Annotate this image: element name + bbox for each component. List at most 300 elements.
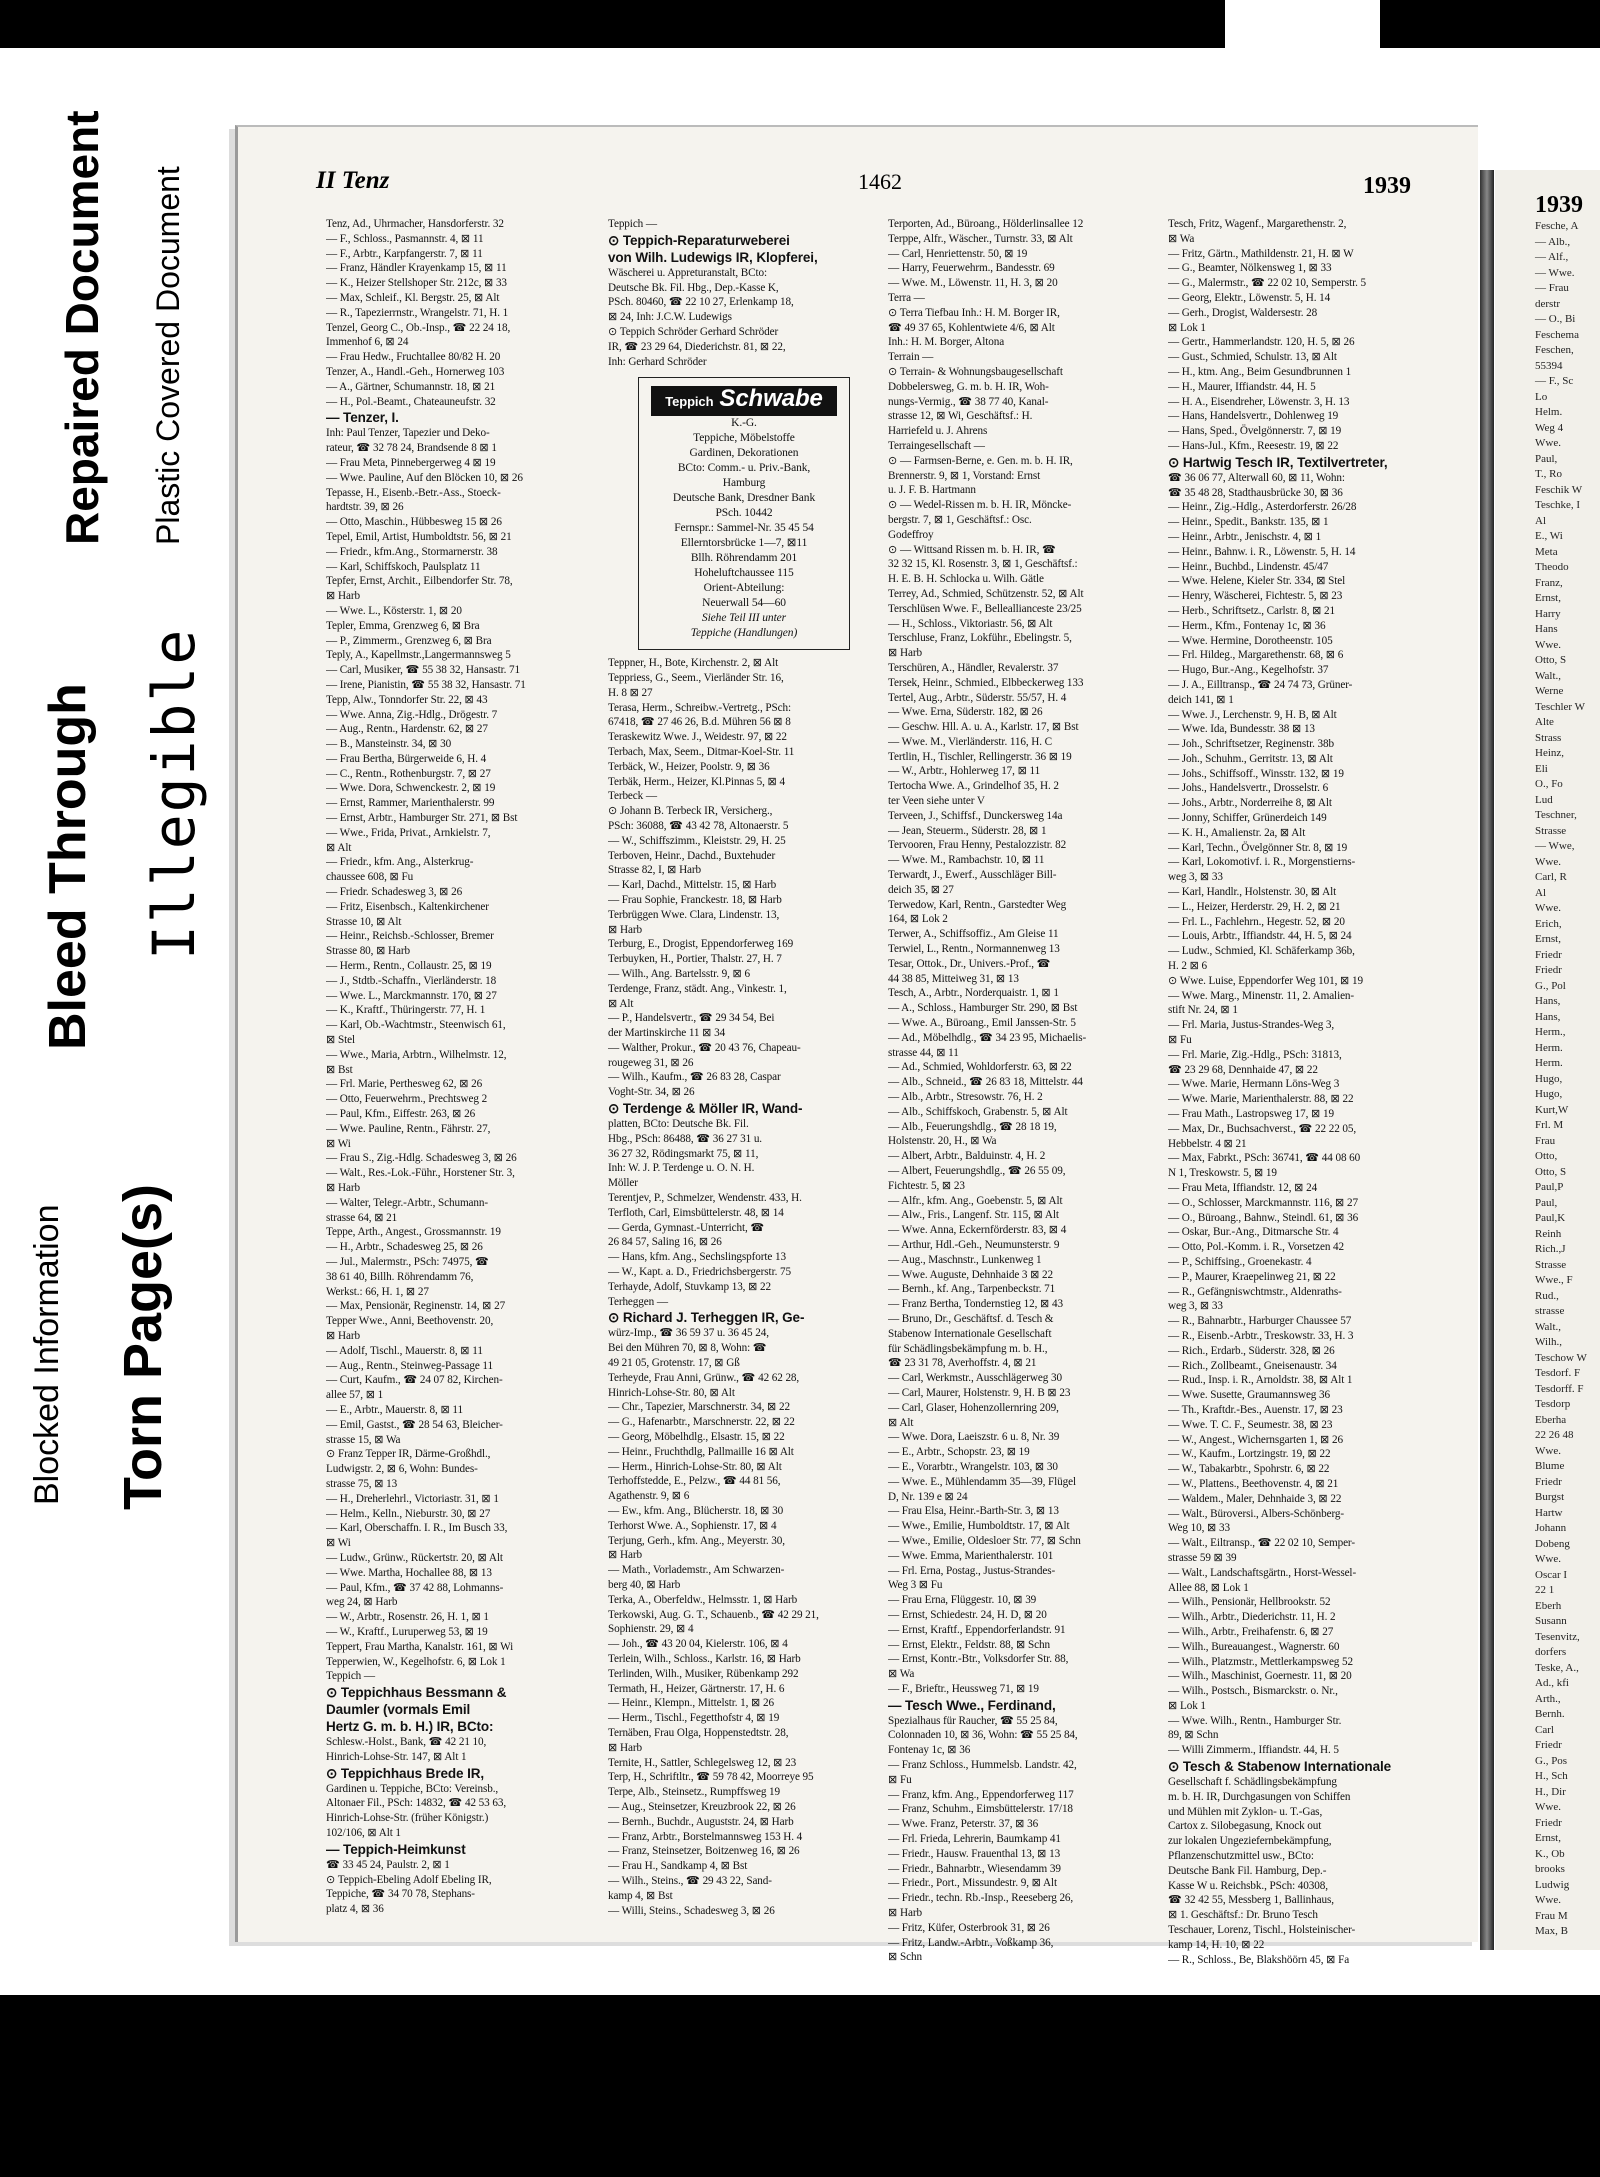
adjacent-page-line: Susann [1535, 1615, 1567, 1627]
adjacent-page-line: Tesenvitz, [1535, 1630, 1580, 1643]
adjacent-page-line: Teschke, I [1535, 499, 1581, 511]
directory-entry-line: Inh: Paul Tenzer, Tapezier und Deko- [326, 427, 490, 440]
directory-entry-line: — Wwe. Wilh., Rentn., Hamburger Str. [1168, 1714, 1342, 1727]
adjacent-page-line: Ludwig [1535, 1878, 1570, 1891]
directory-entry-line: Terwedow, Karl, Rentn., Garstedter Weg [888, 898, 1067, 911]
directory-entry-line: — Walt., Büroversi., Albers-Schönberg- [1168, 1507, 1345, 1520]
directory-entry-line: — Wilh., Bureauangest., Wagnerstr. 60 [1168, 1640, 1340, 1653]
adjacent-page-line: Friedr [1535, 1475, 1562, 1488]
directory-entry-line: — Franz Schloss., Hummelsb. Landstr. 42, [888, 1759, 1077, 1772]
adjacent-page-line: Friedr [1535, 1739, 1562, 1751]
directory-entry-line: — Wwe. J., Lerchenstr. 9, H. B, ⊠ Alt [1168, 708, 1337, 721]
adjacent-page-line: Erich, [1535, 917, 1562, 930]
directory-entry-line: — Herm., Tischl., Fegetthofstr 4, ⊠ 19 [608, 1712, 780, 1725]
directory-entry-line: — W., Tabakarbtr., Spohrstr. 6, ⊠ 22 [1168, 1463, 1330, 1476]
directory-entry-line: ⊠ Harb [608, 1549, 642, 1562]
advertisement-logo-main: Schwabe [719, 385, 823, 413]
directory-entry-line: 67418, ☎ 27 46 26, B.d. Mühren 56 ⊠ 8 [608, 716, 791, 729]
directory-entry-line: ⊠ Fu [888, 1773, 912, 1786]
directory-entry-line: PSch: 36088, ☎ 43 42 78, Altonaerstr. 5 [608, 819, 789, 832]
bottom-black-band [0, 1995, 1600, 2177]
directory-entry-line: — Herb., Schriftsetz., Carlstr. 8, ⊠ 21 [1168, 604, 1336, 617]
directory-entry-line: Terlein, Wilh., Schloss., Karlstr. 16, ⊠ Harb [608, 1652, 801, 1665]
directory-entry-line: — Ernst, Kraftf., Eppendorferlandstr. 91 [888, 1623, 1066, 1636]
directory-entry-line: ⊙ Hartwig Tesch IR, Textilvertreter, [1168, 454, 1388, 470]
adjacent-page-line: Herm., [1535, 1026, 1566, 1038]
directory-entry-line: — Alb., Schneid., ☎ 26 83 18, Mittelstr. 44 [888, 1076, 1083, 1089]
directory-entry-line: Terpe, Alb., Steinsetz., Rumpffsweg 19 [608, 1786, 781, 1799]
adjacent-page-line: Paul,K [1535, 1212, 1566, 1224]
directory-entry-line: — Gerh., Drogist, Waldersestr. 28 [1168, 306, 1318, 319]
directory-entry-line: — Hans, kfm. Ang., Sechslingspforte 13 [608, 1251, 786, 1264]
directory-entry-line: — Herm., Rentn., Collaustr. 25, ⊠ 19 [326, 960, 492, 973]
directory-entry-line: ⊠ Harb [326, 1329, 360, 1342]
directory-entry-line: — K. H., Amalienstr. 2a, ⊠ Alt [1168, 826, 1306, 839]
directory-entry-line: würz-Imp., ☎ 36 59 37 u. 36 45 24, [608, 1327, 769, 1340]
adjacent-page-line: Lo [1535, 390, 1548, 403]
adjacent-page-line: O., Fo [1535, 778, 1563, 790]
directory-entry-line: — Carl, Glaser, Hohenzollernring 209, [888, 1401, 1059, 1414]
adjacent-page-line: Al [1535, 886, 1546, 899]
directory-entry-line: — Wwe. Helene, Kieler Str. 334, ⊠ Stel [1168, 575, 1346, 588]
directory-entry-line: und Mühlen mit Zyklon- u. T.-Gas, [1168, 1805, 1323, 1818]
directory-entry-line: Tertel, Aug., Arbtr., Süderstr. 55/57, H. 4 [888, 691, 1067, 704]
directory-entry-line: Holstenstr. 20, H., ⊠ Wa [888, 1135, 997, 1148]
directory-entry-line: Strasse 10, ⊠ Alt [326, 915, 402, 928]
adjacent-page-line: Hans, [1535, 1010, 1561, 1023]
directory-entry-line: — Ludw., Grünw., Rückertstr. 20, ⊠ Alt [326, 1551, 503, 1564]
directory-entry-line: Terwardt, J., Ewerf., Ausschläger Bill- [888, 869, 1057, 882]
directory-entry-line: — Wwe. Emma, Marienthalerstr. 101 [888, 1549, 1054, 1562]
adjacent-page-line: G., Pos [1535, 1754, 1568, 1767]
adjacent-page-line: H., Sch [1535, 1770, 1568, 1782]
directory-entry-line: Terlinden, Wilh., Musiker, Rübenkamp 292 [608, 1667, 799, 1680]
directory-entry-line: — Frau Math., Lastropsweg 17, ⊠ 19 [1168, 1108, 1334, 1121]
adjacent-page-line: Teschler W [1535, 700, 1586, 713]
directory-entry-line: — Georg, Elektr., Löwenstr. 5, H. 14 [1168, 291, 1331, 304]
directory-entry-line: ⊙ Franz Tepper IR, Därme-Großhdl., [326, 1448, 491, 1461]
directory-entry-line: — Alw., Fris., Langenf. Str. 115, ⊠ Alt [888, 1209, 1059, 1222]
directory-entry-line: — Heinr., Reichsb.-Schlosser, Bremer [326, 930, 494, 943]
directory-entry-line: — Heinr., Buchbd., Lindenstr. 45/47 [1168, 560, 1329, 573]
directory-entry-line: — Wwe. Erna, Süderstr. 182, ⊠ 26 [888, 706, 1043, 719]
directory-entry-line: — Albert, Arbtr., Balduinstr. 4, H. 2 [888, 1150, 1046, 1163]
directory-entry-line: Hinrich-Lohse-Str. 147, ⊠ Alt 1 [326, 1750, 467, 1763]
directory-entry-line: — Rich., Erdarb., Süderstr. 328, ⊠ 26 [1168, 1344, 1335, 1357]
directory-entry-line: — Math., Vorlademstr., Am Schwarzen- [608, 1564, 785, 1577]
directory-entry-line: Terschüren, A., Händler, Revalerstr. 37 [888, 661, 1059, 674]
adjacent-page-line: Tesdorf. F [1535, 1367, 1581, 1379]
directory-entry-line: ⊙ Richard J. Terheggen IR, Ge- [608, 1310, 805, 1326]
directory-entry-line: — Frl. Frieda, Lehrerin, Baumkamp 41 [888, 1833, 1061, 1846]
directory-entry-line: Teppert, Frau Martha, Kanalstr. 161, ⊠ Wi [326, 1640, 514, 1653]
directory-entry-line: — Max, Dr., Buchsachverst., ☎ 22 22 05, [1168, 1122, 1357, 1135]
directory-entry-line: — L., Heizer, Herderstr. 29, H. 2, ⊠ 21 [1168, 900, 1341, 913]
directory-entry-line: Terra — [888, 291, 925, 304]
directory-entry-line: Teraskewitz Wwe. J., Weidestr. 97, ⊠ 22 [608, 731, 787, 744]
directory-entry-line: — Herm., Hinrich-Lohse-Str. 80, ⊠ Alt [608, 1460, 782, 1473]
directory-entry-line: — Wwe. Marg., Minenstr. 11, 2. Amalien- [1168, 989, 1355, 1002]
adjacent-page-line: Werne [1535, 685, 1564, 697]
advertisement-line: Teppiche, Möbelstoffe [693, 432, 795, 445]
directory-entry-line: — Wilh., Postsch., Bismarckstr. o. Nr., [1168, 1685, 1338, 1698]
directory-entry-line: Wäscherei u. Appreturanstalt, BCto: [608, 266, 767, 279]
directory-entry-line: — Irene, Pianistin, ☎ 55 38 32, Hansastr. 71 [326, 678, 526, 691]
directory-entry-line: berg 40, ⊠ Harb [608, 1578, 681, 1591]
directory-entry-line: — Gust., Schmied, Schulstr. 13, ⊠ Alt [1168, 351, 1337, 364]
directory-entry-line: 49 21 05, Grotenstr. 17, ⊠ Gß [608, 1357, 740, 1370]
directory-entry-line: Tepper Wwe., Anni, Beethovenstr. 20, [326, 1315, 494, 1328]
directory-entry-line: — P., Schiffsing., Groenekastr. 4 [1168, 1255, 1312, 1268]
directory-entry-line: — Ludw., Schmied, Kl. Schäferkamp 36b, [1168, 945, 1355, 958]
directory-entry-line: Terschluse, Franz, Lokführ., Ebelingstr. 5, [888, 632, 1072, 645]
directory-entry-line: Strasse 80, ⊠ Harb [326, 945, 411, 958]
directory-entry-line: Harriefeld u. J. Ahrens [888, 425, 988, 438]
directory-entry-line: ☎ 23 29 68, Dennhaide 47, ⊠ 22 [1168, 1063, 1318, 1076]
directory-entry-line: Ternite, H., Sattler, Schlegelsweg 12, ⊠ 23 [608, 1756, 797, 1769]
directory-entry-line: — Wwe. Anna, Zig.-Hdlg., Drögestr. 7 [326, 708, 498, 721]
directory-entry-line: — Ernst, Arbtr., Hamburger Str. 271, ⊠ Bst [326, 812, 518, 825]
directory-entry-line: — Franz, Arbtr., Borstelmannsweg 153 H. 4 [608, 1830, 803, 1843]
adjacent-page-line: Bernh. [1535, 1708, 1565, 1720]
directory-entry-line: — Frau Meta, Pinnebergerweg 4 ⊠ 19 [326, 456, 496, 469]
label-plastic-covered: Plastic Covered Document [150, 166, 186, 545]
adjacent-page-line: Weg 4 [1535, 421, 1564, 434]
directory-entry-line: rougeweg 31, ⊠ 26 [608, 1056, 694, 1069]
directory-entry-line: Terwiel, L., Rentn., Normannenweg 13 [888, 943, 1060, 956]
directory-entry-line: Terbuyken, H., Portier, Thalstr. 27, H. 7 [608, 953, 782, 966]
adjacent-page-line: Franz, [1535, 576, 1563, 589]
directory-entry-line: — Rich., Zollbeamt., Gneisenaustr. 34 [1168, 1359, 1337, 1372]
directory-entry-line: ⊙ Teppich-Ebeling Adolf Ebeling IR, [326, 1873, 492, 1886]
adjacent-page-line: Walt., [1535, 669, 1561, 682]
adjacent-page-line: Ernst, [1535, 1832, 1561, 1844]
directory-entry-line: ☎ 23 31 78, Averhoffstr. 4, ⊠ 21 [888, 1357, 1037, 1370]
directory-entry-line: — Franz, Steinsetzer, Boitzenweg 16, ⊠ 26 [608, 1845, 800, 1858]
directory-entry-line: 38 61 40, Billh. Röhrendamm 76, [326, 1270, 474, 1283]
directory-entry-line: — Heinr., Klempn., Mittelstr. 1, ⊠ 26 [608, 1697, 775, 1710]
directory-entry-line: Teppich — [608, 218, 657, 230]
directory-entry-line: — Willi, Steins., Schadesweg 3, ⊠ 26 [608, 1904, 775, 1917]
directory-entry-line: hardtstr. 39, ⊠ 26 [326, 501, 404, 514]
directory-entry-line: — Wilh., Arbtr., Diederichstr. 11, H. 2 [1168, 1611, 1336, 1624]
directory-entry-line: platten, BCto: Deutsche Bk. Fil. [608, 1118, 749, 1131]
directory-entry-line: — Waldem., Maler, Dehnhaide 3, ⊠ 22 [1168, 1492, 1342, 1505]
directory-entry-line: Allee 88, ⊠ Lok 1 [1168, 1581, 1249, 1594]
directory-entry-line: — Wwe. Marie, Marienthalerstr. 88, ⊠ 22 [1168, 1093, 1354, 1106]
directory-entry-line: — W., Plattens., Beethovenstr. 4, ⊠ 21 [1168, 1477, 1339, 1490]
directory-entry-line: — H. A., Eisendreher, Löwenstr. 3, H. 13 [1168, 395, 1350, 408]
adjacent-page-line: 22 1 [1535, 1584, 1555, 1596]
directory-entry-line: — W., Schiffszimm., Kleiststr. 29, H. 25 [608, 834, 786, 847]
directory-entry-line: — Wilh., Arbtr., Freihafenstr. 6, ⊠ 27 [1168, 1625, 1334, 1638]
directory-entry-line: — W., Arbtr., Rosenstr. 26, H. 1, ⊠ 1 [326, 1611, 489, 1624]
directory-entry-line: — Ernst, Schiedestr. 24, H. D, ⊠ 20 [888, 1608, 1047, 1621]
directory-entry-line: — Geschw. Hll. A. u. A., Karlstr. 17, ⊠ Bst [888, 721, 1079, 734]
directory-entry-line: — Herm., Kfm., Fontenay 1c, ⊠ 36 [1168, 619, 1326, 632]
directory-entry-line: Voght-Str. 34, ⊠ 26 [608, 1086, 695, 1099]
directory-entry-line: Terhoffstedde, E., Pelzw., ☎ 44 81 56, [608, 1475, 781, 1488]
directory-entry-line: — Carl, Maurer, Holstenstr. 9, H. B ⊠ 23 [888, 1386, 1071, 1399]
directory-entry-line: — Harry, Feuerwehrm., Bandesstr. 69 [888, 262, 1055, 275]
directory-entry-line: — Max, Pensionär, Reginenstr. 14, ⊠ 27 [326, 1300, 506, 1313]
adjacent-page-line: Hugo, [1535, 1072, 1563, 1085]
directory-entry-line: — Gertr., Hammerlandstr. 120, H. 5, ⊠ 26 [1168, 336, 1355, 349]
directory-entry-line: ⊙ — Wedel-Rissen m. b. H. IR, Möncke- [888, 499, 1072, 512]
directory-entry-line: Inh.: H. M. Borger, Altona [888, 336, 1005, 349]
adjacent-page-line: Harry [1535, 607, 1561, 620]
directory-entry-line: — Friedr., Port., Missundestr. 9, ⊠ Alt [888, 1877, 1057, 1890]
directory-entry-line: — R., Gefängniswchtmstr., Aldenraths- [1168, 1285, 1342, 1298]
directory-entry-line: — G., Beamter, Nölkensweg 1, ⊠ 33 [1168, 262, 1332, 275]
directory-entry-line: Teppe, Arth., Angest., Grossmannstr. 19 [326, 1226, 501, 1239]
advertisement-line: Deutsche Bank, Dresdner Bank [672, 492, 816, 505]
adjacent-page-line: Wwe. [1535, 437, 1561, 449]
directory-entry-line: Sophienstr. 29, ⊠ 4 [608, 1623, 694, 1636]
adjacent-page-line: 55394 [1535, 359, 1563, 372]
directory-entry-line: strasse 59 ⊠ 39 [1168, 1551, 1237, 1564]
directory-entry-line: — Hans-Jul., Kfm., Reesestr. 19, ⊠ 22 [1168, 439, 1339, 452]
directory-entry-line: ⊙ Teppich Schröder Gerhard Schröder [608, 325, 779, 338]
directory-entry-line: Teppner, H., Bote, Kirchenstr. 2, ⊠ Alt [608, 657, 779, 670]
directory-entry-line: Hertz G. m. b. H.) IR, BCto: [326, 1719, 494, 1735]
adjacent-page-line: Lud [1535, 793, 1553, 806]
directory-entry-line: weg 3, ⊠ 33 [1168, 871, 1223, 884]
directory-entry-line: — Wwe., Emilie, Humboldtstr. 17, ⊠ Alt [888, 1520, 1070, 1533]
adjacent-page-line: Hans [1535, 623, 1558, 635]
directory-entry-line: Terrain — [888, 351, 934, 364]
directory-entry-line: ☎ 32 42 55, Messberg 1, Ballinhaus, [1168, 1894, 1334, 1907]
directory-entry-line: — Paul, Kfm., Eiffestr. 263, ⊠ 26 [326, 1108, 476, 1121]
adjacent-page-line: Wwe. [1535, 638, 1561, 651]
top-black-band [0, 0, 1600, 48]
advertisement-line: Hamburg [722, 477, 766, 490]
directory-entry-line: Tesar, Ottok., Dr., Univers.-Prof., ☎ [888, 957, 1051, 970]
directory-entry-line: rateur, ☎ 32 78 24, Brandsende 8 ⊠ 1 [326, 442, 497, 455]
adjacent-page-line: Otto, S [1535, 1165, 1567, 1178]
directory-entry-line: — Joh., Schriftsetzer, Reginenstr. 38b [1168, 738, 1335, 751]
directory-entry-line: ⊠ Harb [326, 590, 360, 603]
directory-entry-line: ⊙ Terdenge & Möller IR, Wand- [608, 1101, 803, 1117]
directory-entry-line: — R., Schloss., Be, Blakshöörn 45, ⊠ Fa [1168, 1953, 1350, 1966]
directory-entry-line: stift Nr. 24, ⊠ 1 [1168, 1004, 1238, 1017]
adjacent-page-line: Feschema [1535, 328, 1579, 341]
directory-entry-line: der Martinskirche 11 ⊠ 34 [608, 1027, 726, 1040]
directory-entry-line: Terbach, Max, Seem., Ditmar-Koel-Str. 11 [608, 745, 795, 758]
directory-entry-line: weg 3, ⊠ 33 [1168, 1300, 1223, 1313]
directory-entry-line: ⊙ Teppichhaus Bessmann & [326, 1685, 507, 1701]
directory-entry-line: — Franz, Händler Krayenkamp 15, ⊠ 11 [326, 262, 507, 275]
directory-entry-line: — H., Schloss., Viktoriastr. 56, ⊠ Alt [888, 617, 1053, 630]
directory-entry-line: allee 57, ⊠ 1 [326, 1389, 384, 1402]
directory-entry-line: H. 2 ⊠ 6 [1168, 960, 1208, 973]
adjacent-page-line: Johann [1535, 1522, 1567, 1534]
advertisement-line: Ellerntorsbrücke 1—7, ⊠11 [680, 537, 808, 550]
directory-entry-line: ⊠ Fu [1168, 1034, 1192, 1047]
directory-entry-line: — Frau Erna, Flüggestr. 10, ⊠ 39 [888, 1594, 1037, 1607]
directory-entry-line: Brennerstr. 9, ⊠ 1, Vorstand: Ernst [888, 469, 1041, 482]
directory-entry-line: — O., Büroang., Bahnw., Steindl. 61, ⊠ 36 [1168, 1211, 1359, 1224]
directory-entry-line: Termath, H., Heizer, Gärtnerstr. 17, H. 6 [608, 1682, 785, 1695]
directory-entry-line: — Albert, Feuerungshdlg., ☎ 26 55 09, [888, 1165, 1066, 1177]
directory-entry-line: ☎ 35 48 28, Stadthausbrücke 30, ⊠ 36 [1168, 486, 1343, 499]
adjacent-page-line: Reinh [1535, 1227, 1562, 1240]
directory-entry-line: — Walther, Prokur., ☎ 20 43 76, Chapeau- [608, 1041, 801, 1054]
directory-entry-line: — Georg, Möbelhdlg., Elsastr. 15, ⊠ 22 [608, 1431, 785, 1444]
directory-entry-line: Terbrüggen Wwe. Clara, Lindenstr. 13, [608, 908, 780, 921]
directory-entry-line: ⊠ Wa [1168, 232, 1195, 245]
directory-entry-line: — Johs., Arbtr., Norderreihe 8, ⊠ Alt [1168, 797, 1332, 810]
directory-entry-line: — Ad., Schmied, Wohldorferstr. 63, ⊠ 22 [888, 1061, 1072, 1074]
directory-entry-line: Terentjev, P., Schmelzer, Wendenstr. 433, H. [608, 1192, 802, 1205]
directory-entry-line: — Max, Schleif., Kl. Bergstr. 25, ⊠ Alt [326, 291, 500, 304]
directory-entry-line: — Alb., Arbtr., Stresowstr. 76, H. 2 [888, 1091, 1043, 1104]
directory-entry-line: IR, ☎ 23 29 64, Diederichstr. 81, ⊠ 22, [608, 340, 786, 353]
directory-entry-line: — Wwe. M., Vierländerstr. 116, H. C [888, 735, 1053, 748]
adjacent-page-line: Burgst [1535, 1491, 1565, 1503]
directory-entry-line: — Heinr., Fruchthdlg, Pallmaille 16 ⊠ Alt [608, 1445, 794, 1458]
adjacent-page-line: — Wwe. [1535, 266, 1575, 279]
directory-entry-line: — Karl, Techn., Övelgönner Str. 8, ⊠ 19 [1168, 841, 1348, 854]
directory-entry-line: Strasse 82, I, ⊠ Harb [608, 864, 702, 877]
directory-entry-line: — Karl, Handlr., Holstenstr. 30, ⊠ Alt [1168, 886, 1337, 899]
directory-entry-line: — G., Malermstr., ☎ 22 02 10, Semperstr. 5 [1168, 277, 1367, 290]
directory-entry-line: — Frl. L., Fachlehrn., Hegestr. 52, ⊠ 20 [1168, 915, 1345, 928]
adjacent-page-line: Eberh [1535, 1599, 1562, 1612]
directory-entry-line: Teppiche, ☎ 34 70 78, Stephans- [326, 1888, 475, 1901]
directory-entry-line: — Adolf, Tischl., Mauerstr. 8, ⊠ 11 [326, 1344, 483, 1357]
advertisement-line: PSch. 10442 [715, 507, 773, 520]
directory-entry-line: — H., Pol.-Beamt., Chateauneufstr. 32 [326, 395, 496, 408]
directory-entry-line: — Walter, Telegr.-Arbtr., Schumann- [326, 1196, 489, 1209]
advertisement-line: BCto: Comm.- u. Priv.-Bank, [677, 462, 811, 475]
directory-entry-line: 32 32 15, Kl. Rosenstr. 3, ⊠ 1, Geschäftsf.: [888, 558, 1078, 571]
adjacent-page-strip [1495, 170, 1600, 1950]
adjacent-page-line: Strasse [1535, 1258, 1567, 1271]
advertisement-line: K.-G. [731, 417, 757, 430]
directory-entry-line: Agathenstr. 9, ⊠ 6 [608, 1490, 690, 1503]
directory-entry-line: ⊙ Johann B. Terbeck IR, Versicherg., [608, 805, 773, 818]
adjacent-page-line: — O., Bi [1535, 313, 1576, 325]
directory-entry-line: strasse 44, ⊠ 11 [888, 1046, 959, 1059]
directory-entry-line: — Wilh., Kaufm., ☎ 26 83 28, Caspar [608, 1071, 781, 1084]
directory-entry-line: ⊠ Stel [326, 1034, 355, 1047]
directory-entry-line: ⊠ Bst [326, 1063, 353, 1076]
adjacent-page-line: Feschik W [1535, 483, 1583, 496]
directory-entry-line: — Wwe. Anna, Eckernförderstr. 83, ⊠ 4 [888, 1224, 1067, 1237]
directory-entry-line: — K., Heizer Stellshoper Str. 212c, ⊠ 33 [326, 277, 507, 290]
directory-entry-line: ⊠ Harb [888, 647, 922, 660]
directory-entry-line: — H., ktm. Ang., Beim Gesundbrunnen 1 [1168, 365, 1352, 378]
directory-entry-line: — Frl. Hildeg., Margarethenstr. 68, ⊠ 6 [1168, 649, 1344, 662]
directory-entry-line: — Carl, Musiker, ☎ 55 38 32, Hansastr. 71 [326, 664, 520, 677]
directory-entry-line: strasse 75, ⊠ 13 [326, 1477, 398, 1490]
directory-entry-line: Daumler (vormals Emil [326, 1702, 471, 1718]
adjacent-page-line: K., Ob [1535, 1847, 1565, 1860]
directory-entry-line: — Joh., Schuhm., Gerritstr. 13, ⊠ Alt [1168, 752, 1333, 765]
directory-entry-line: — Bernh., Buchdr., Auguststr. 24, ⊠ Harb [608, 1815, 794, 1828]
directory-entry-line: Terraingesellschaft — [888, 439, 985, 452]
adjacent-page-line: Al [1535, 514, 1546, 527]
directory-entry-line: ⊠ 24, Inh: J.C.W. Ludewigs [608, 311, 732, 324]
directory-entry-line: — Bernh., kf. Ang., Tarpenbeckstr. 71 [888, 1283, 1056, 1296]
adjacent-page-line: Paul, [1535, 452, 1558, 465]
directory-entry-line: Terrey, Ad., Schmied, Schützenstr. 52, ⊠ Alt [888, 587, 1084, 600]
adjacent-page-line: Paul,P [1535, 1181, 1564, 1193]
directory-entry-line: Teply, A., Kapellmstr.,Langermannsweg 5 [326, 649, 511, 662]
directory-entry-line: — F., Arbtr., Karpfangerstr. 7, ⊠ 11 [326, 247, 483, 260]
directory-entry-line: Terboven, Heinr., Dachd., Buxtehuder [608, 849, 776, 862]
directory-entry-line: ⊠ Wi [326, 1137, 351, 1150]
directory-entry-line: — K., Kraftf., Thüringerstr. 77, H. 1 [326, 1004, 486, 1017]
directory-entry-line: Altonaer Fil., PSch: 14832, ☎ 42 53 63, [326, 1797, 507, 1810]
directory-entry-line: Weg 10, ⊠ 33 [1168, 1522, 1230, 1535]
directory-entry-line: — R., Bahnarbtr., Harburger Chaussee 57 [1168, 1315, 1352, 1328]
directory-entry-line: — H., Dreherlehrl., Victoriastr. 31, ⊠ 1 [326, 1492, 499, 1505]
adjacent-page-line: G., Pol [1535, 979, 1566, 992]
directory-entry-line: Terhayde, Adolf, Stuvkamp 13, ⊠ 22 [608, 1280, 772, 1293]
directory-entry-line: Ludwigstr. 2, ⊠ 6, Wohn: Bundes- [326, 1463, 478, 1476]
directory-entry-line: ⊠ Harb [326, 1182, 360, 1194]
directory-entry-line: Tenzer, A., Handl.-Geh., Hornerweg 103 [326, 365, 505, 378]
directory-entry-line: — Aug., Rentn., Steinweg-Passage 11 [326, 1359, 493, 1372]
directory-entry-line: Terschlüsen Wwe. F., Belleallianceste 23/25 [888, 602, 1082, 615]
adjacent-page-line: Meta [1535, 545, 1558, 558]
directory-entry-line: — Wwe. Pauline, Auf den Blöcken 10, ⊠ 26 [326, 471, 523, 484]
directory-entry-line: — Wwe. T. C. F., Seumestr. 38, ⊠ 23 [1168, 1418, 1333, 1431]
adjacent-page-line: Dobeng [1535, 1537, 1570, 1550]
directory-entry-line: N 1, Treskowstr. 5, ⊠ 19 [1168, 1167, 1277, 1180]
directory-entry-line: — Wilh., Maschinist, Goernestr. 11, ⊠ 20 [1168, 1670, 1352, 1683]
adjacent-page-line: dorfers [1535, 1646, 1567, 1658]
advertisement-line: Bllh. Röhrendamm 201 [690, 552, 798, 565]
label-illegible: Illegible [140, 627, 208, 960]
directory-entry-line: ⊠ Harb [608, 923, 642, 936]
directory-entry-line: — Heinr., Bahnw. i. R., Löwenstr. 5, H. 14 [1168, 545, 1356, 558]
directory-entry-line: — W., Arbtr., Hohlerweg 17, ⊠ 11 [888, 765, 1041, 778]
page-year: 1939 [1363, 173, 1411, 199]
directory-entry-line: — Karl, Dachd., Mittelstr. 15, ⊠ Harb [608, 879, 777, 892]
column-3 [888, 217, 1138, 1965]
column-1 [326, 217, 576, 1917]
directory-entry-line: — B., Mansteinstr. 34, ⊠ 30 [326, 738, 452, 751]
directory-entry-line: — Walt., Landschaftsgärtn., Horst-Wessel- [1168, 1566, 1357, 1579]
label-blocked-information: Blocked Information [28, 1204, 66, 1505]
advertisement-line: Siehe Teil III unter [701, 612, 787, 625]
adjacent-page-line: — Frau [1535, 282, 1569, 294]
directory-entry-line: Cartox z. Silobegasung, Knock out [1168, 1820, 1322, 1833]
adjacent-page-line: — Alb., [1535, 235, 1571, 248]
directory-entry-line: Ternäben, Frau Olga, Hoppenstedtstr. 28, [608, 1726, 789, 1739]
directory-entry-line: Terheggen — [608, 1295, 668, 1308]
directory-entry-line: — Aug., Rentn., Hardenstr. 62, ⊠ 27 [326, 723, 488, 736]
directory-entry-line: Spezialhaus für Raucher, ☎ 55 25 84, [888, 1714, 1058, 1727]
directory-entry-line: Terveen, J., Schiffsf., Dunckersweg 14a [888, 809, 1063, 822]
adjacent-page-line: Wwe. [1535, 855, 1561, 868]
directory-entry-line: chaussee 608, ⊠ Fu [326, 871, 414, 884]
directory-entry-line: — Tesch Wwe., Ferdinand, [888, 1697, 1056, 1713]
directory-entry-line: — J. A., Eilltransp., ☎ 24 74 73, Grüner- [1168, 678, 1353, 691]
directory-entry-line: Terjung, Gerh., kfm. Ang., Meyerstr. 30, [608, 1534, 785, 1547]
directory-entry-line: — Frl. Erna, Postag., Justus-Strandes- [888, 1564, 1056, 1577]
directory-entry-line: Tertocha Wwe. A., Grindelhof 35, H. 2 [888, 780, 1059, 793]
adjacent-page-line: Tesdorp [1535, 1398, 1571, 1410]
directory-entry-line: — Frl. Marie, Perthesweg 62, ⊠ 26 [326, 1078, 483, 1091]
directory-page [235, 125, 1478, 1966]
directory-entry-line: ⊙ Teppichhaus Brede IR, [326, 1765, 485, 1781]
adjacent-page-lines [1495, 219, 1600, 1940]
directory-entry-line: Tervooren, Frau Henny, Pestalozzistr. 82 [888, 839, 1067, 852]
